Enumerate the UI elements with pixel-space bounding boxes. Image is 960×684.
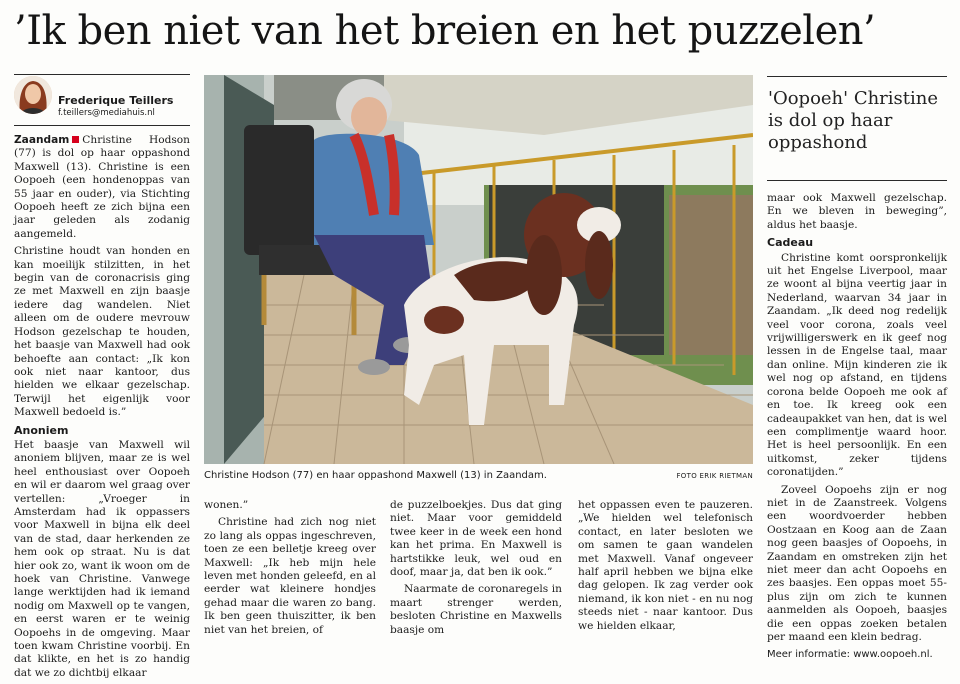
column-2 [204,499,376,641]
paragraph: Naarmate de coronaregels in maart strenger werden, besloten Christine en Maxwells baasje om [390,583,562,636]
more-info: Meer informatie: www.oopoeh.nl. [767,649,933,661]
author-name: Frederique Teillers [58,94,174,107]
sidebar-heading-line: oppashond [768,132,868,153]
subheading-anoniem: Anoniem [14,423,69,437]
paragraph: Christine houdt van honden en kan moeilijk stilzitten, in het begin van de coronacrisis ging ze met Maxwell en zijn baasje iedere dag wandelen. Niet alleen om de oudere mevrouw Hodson gezelschap te houden, het baasje van Maxwell had ook behoefte aan contact: „Ik kon ook niet naar kantoor, dus hielden we elkaar gezelschap. Terwijl het eigenlijk voor Maxwell bedoeld is.” [14,245,190,419]
paragraph: wonen.” [204,499,249,511]
paragraph: de puzzelboekjes. Dus dat ging niet. Maar voor gemiddeld twee keer in de week een hond kan het prima. En Maxwell is hartstikke leuk, wel oud en doof, maar ja, dat ben ik ook.” [390,499,562,579]
oopoeh-link[interactable]: www.oopoeh.nl [853,649,930,661]
column-5 [767,192,947,666]
paragraph: Het baasje van Maxwell wil anoniem blijven, maar ze is wel heel enthousiast over Oopoeh en wil er daarom wel graag over vertellen: „Vroeger in Amsterdam had ik oppassers voor Maxwell in bijna elk deel van de stad, daar herkenden ze hem ook op straat. Nu is dat hier ook zo, want ik woon om de hoek van Christine. Vanwege lange werktijden had ik iemand nodig om Maxwell op te vangen, en eerst waren er te weinig Oopoehs in de omgeving. Maar toen kwam Christine voorbij. En dat klikte, en het is zo handig dat we zo dichtbij elkaar [14,438,190,679]
column-3 [390,499,562,641]
red-square-icon [72,136,79,143]
headline: ’Ik ben niet van het breien en het puzzelen’ [14,8,876,54]
subheading-cadeau: Cadeau [767,236,814,250]
caption-text: Christine Hodson (77) en haar oppashond Maxwell (13) in Zaandam. [204,470,547,481]
column-4 [578,499,753,637]
paragraph: maar ook Maxwell gezelschap. En we bleven in beweging”, aldus het baasje. [767,192,947,231]
sidebar-top-rule [767,76,947,77]
dateline: Zaandam [14,134,70,146]
sidebar-heading-line: 'Oopoeh' Christine [768,88,939,109]
sidebar-bottom-rule [767,180,947,181]
paragraph: het oppassen even te pauzeren. „We hielden wel telefonisch contact, en later besloten we om samen te gaan wandelen met Maxwell. Vanaf ongeveer half april hebben we bijna elke dag gelopen. Ik zag verder ook niemand, ik kon niet - en nu nog steeds niet - naar kantoor. Dus we hielden elkaar, [578,499,753,632]
column-1 [14,134,190,684]
more-info-label: Meer informatie: [767,649,851,661]
intro-paragraph: Zaandam Christine Hodson (77) is dol op haar oppashond Maxwell (13). Christine is een Oopoeh (een hondenoppas van 55 jaar en ouder), via Stichting Oopoeh heeft ze zich bijna een jaar geleden als zodanig aangemeld. [14,134,190,240]
author-avatar [14,76,52,114]
author-email[interactable]: f.teillers@mediahuis.nl [58,108,155,118]
photo-credit: FOTO ERIK RIETMAN [676,472,753,480]
author-bottom-rule [14,125,190,126]
sidebar-heading-line: is dol op haar [768,110,893,131]
photo-caption [204,470,753,481]
paragraph: Christine had zich nog niet zo lang als oppas ingeschreven, toen ze een belletje kreeg over Maxwell: „Ik heb mijn hele leven met honden geleefd, en al eerder wat kleinere hondjes gehad maar die waren zo bang. Ik ben geen thuiszitter, ik ben niet van het breien, of [204,516,376,636]
sidebar-heading [768,88,948,154]
author-top-rule [14,74,190,75]
article-photo [204,75,753,464]
paragraph: Christine komt oorspronkelijk uit het Engelse Liverpool, maar ze woont al bijna veertig jaar in Nederland, waarvan 34 jaar in Zaandam. „Ik deed nog redelijk veel voor corona, zoals veel vrijwilligerswerk en ik geef nog lessen in de Engelse taal, maar dan online. Mijn kinderen zie ik wel nog op afstand, en tijdens corona belde Oopoeh me ook af en toe. Ik kreeg ook een cadeaupakket van hen, dat is wel een complimentje waard hoor. Het is heel persoonlijk. En een uitkomst, zeker tijdens coronatijden.” [767,251,947,479]
paragraph: Zoveel Oopoehs zijn er nog niet in de Zaanstreek. Volgens een woordvoerder hebben Oostzaan en Koog aan de Zaan nog geen baasjes of Oopoehs, in Zaandam en omstreken zijn het niet meer dan acht Oopoehs en zes baasjes. Een oppas moet 55-plus zijn om zich te kunnen aanmelden als Oopoeh, baasjes die een oppas zoeken betalen per maand een klein bedrag. [767,483,947,643]
author-byline [14,76,189,120]
